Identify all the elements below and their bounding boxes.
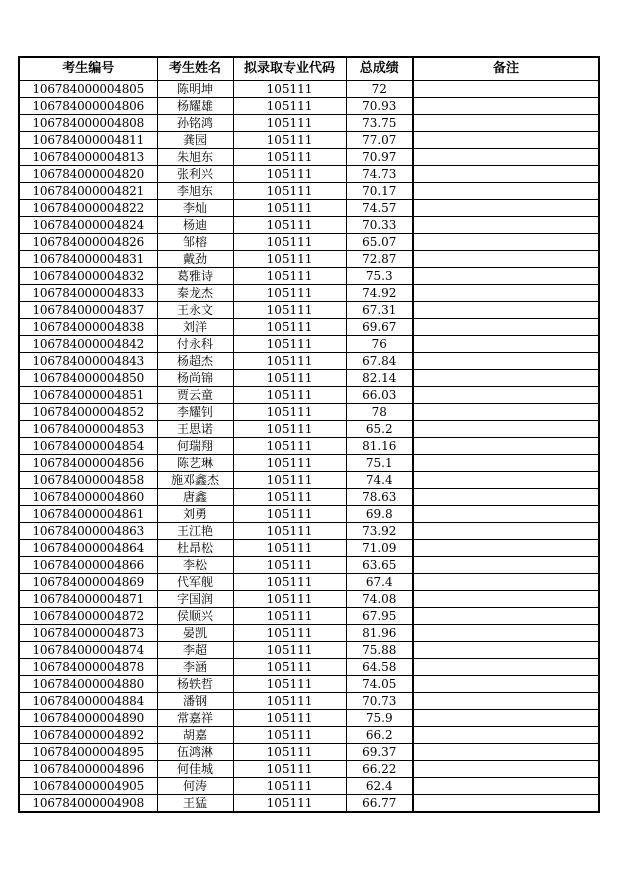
cell-name: 何佳城 xyxy=(157,761,233,778)
header-score: 总成绩 xyxy=(346,57,413,81)
cell-note xyxy=(413,421,599,438)
cell-major-code: 105111 xyxy=(233,625,346,642)
table-row xyxy=(19,761,599,778)
cell-major-code: 105111 xyxy=(233,574,346,591)
cell-id: 106784000004833 xyxy=(19,285,157,302)
cell-name: 葛雅诗 xyxy=(157,268,233,285)
cell-major-code: 105111 xyxy=(233,659,346,676)
table-row xyxy=(19,370,599,387)
table-row xyxy=(19,183,599,200)
table-row xyxy=(19,438,599,455)
cell-name: 陈艺琳 xyxy=(157,455,233,472)
cell-score: 81.16 xyxy=(346,438,413,455)
cell-note xyxy=(413,302,599,319)
cell-note xyxy=(413,404,599,421)
cell-score: 65.2 xyxy=(346,421,413,438)
table-body xyxy=(19,81,599,813)
cell-score: 72.87 xyxy=(346,251,413,268)
cell-note xyxy=(413,795,599,813)
cell-major-code: 105111 xyxy=(233,744,346,761)
cell-score: 66.22 xyxy=(346,761,413,778)
cell-name: 字国润 xyxy=(157,591,233,608)
cell-score: 78.63 xyxy=(346,489,413,506)
cell-note xyxy=(413,319,599,336)
cell-major-code: 105111 xyxy=(233,319,346,336)
cell-score: 70.17 xyxy=(346,183,413,200)
cell-note xyxy=(413,523,599,540)
cell-score: 65.07 xyxy=(346,234,413,251)
cell-major-code: 105111 xyxy=(233,778,346,795)
cell-score: 78 xyxy=(346,404,413,421)
cell-score: 62.4 xyxy=(346,778,413,795)
table-row xyxy=(19,166,599,183)
cell-note xyxy=(413,98,599,115)
cell-major-code: 105111 xyxy=(233,540,346,557)
cell-name: 侯顺兴 xyxy=(157,608,233,625)
cell-note xyxy=(413,506,599,523)
cell-major-code: 105111 xyxy=(233,268,346,285)
cell-score: 74.05 xyxy=(346,676,413,693)
cell-score: 76 xyxy=(346,336,413,353)
header-name: 考生姓名 xyxy=(157,57,233,81)
cell-id: 106784000004860 xyxy=(19,489,157,506)
cell-major-code: 105111 xyxy=(233,404,346,421)
cell-score: 72 xyxy=(346,81,413,98)
table-row xyxy=(19,625,599,642)
cell-score: 77.07 xyxy=(346,132,413,149)
cell-major-code: 105111 xyxy=(233,81,346,98)
header-row xyxy=(19,57,599,81)
table-row xyxy=(19,659,599,676)
cell-score: 69.37 xyxy=(346,744,413,761)
cell-note xyxy=(413,370,599,387)
cell-id: 106784000004864 xyxy=(19,540,157,557)
cell-name: 杨迪 xyxy=(157,217,233,234)
table-row xyxy=(19,591,599,608)
cell-note xyxy=(413,183,599,200)
cell-name: 潘钢 xyxy=(157,693,233,710)
cell-name: 施邓鑫杰 xyxy=(157,472,233,489)
cell-note xyxy=(413,727,599,744)
cell-id: 106784000004822 xyxy=(19,200,157,217)
header-note: 备注 xyxy=(413,57,599,81)
cell-note xyxy=(413,744,599,761)
cell-name: 付永科 xyxy=(157,336,233,353)
cell-major-code: 105111 xyxy=(233,676,346,693)
cell-major-code: 105111 xyxy=(233,489,346,506)
table-row xyxy=(19,404,599,421)
cell-id: 106784000004826 xyxy=(19,234,157,251)
cell-name: 杨尚锦 xyxy=(157,370,233,387)
table-row xyxy=(19,285,599,302)
cell-name: 孙铭鸿 xyxy=(157,115,233,132)
cell-id: 106784000004821 xyxy=(19,183,157,200)
cell-major-code: 105111 xyxy=(233,608,346,625)
cell-name: 李松 xyxy=(157,557,233,574)
cell-major-code: 105111 xyxy=(233,642,346,659)
cell-score: 64.58 xyxy=(346,659,413,676)
cell-id: 106784000004908 xyxy=(19,795,157,813)
table-row xyxy=(19,744,599,761)
cell-id: 106784000004861 xyxy=(19,506,157,523)
cell-note xyxy=(413,251,599,268)
cell-id: 106784000004806 xyxy=(19,98,157,115)
table-row xyxy=(19,251,599,268)
cell-score: 82.14 xyxy=(346,370,413,387)
table-row xyxy=(19,540,599,557)
cell-note xyxy=(413,268,599,285)
cell-name: 李灿 xyxy=(157,200,233,217)
cell-name: 李涵 xyxy=(157,659,233,676)
table-row xyxy=(19,472,599,489)
table-row xyxy=(19,608,599,625)
cell-note xyxy=(413,574,599,591)
cell-major-code: 105111 xyxy=(233,149,346,166)
cell-major-code: 105111 xyxy=(233,200,346,217)
table-row xyxy=(19,302,599,319)
cell-major-code: 105111 xyxy=(233,285,346,302)
cell-score: 67.31 xyxy=(346,302,413,319)
cell-name: 刘勇 xyxy=(157,506,233,523)
cell-score: 70.97 xyxy=(346,149,413,166)
cell-id: 106784000004856 xyxy=(19,455,157,472)
cell-name: 邹榕 xyxy=(157,234,233,251)
cell-name: 贾云童 xyxy=(157,387,233,404)
cell-major-code: 105111 xyxy=(233,472,346,489)
cell-id: 106784000004837 xyxy=(19,302,157,319)
cell-note xyxy=(413,625,599,642)
cell-major-code: 105111 xyxy=(233,455,346,472)
cell-name: 龚园 xyxy=(157,132,233,149)
table-row xyxy=(19,489,599,506)
cell-id: 106784000004872 xyxy=(19,608,157,625)
cell-score: 75.1 xyxy=(346,455,413,472)
cell-id: 106784000004896 xyxy=(19,761,157,778)
cell-name: 王永文 xyxy=(157,302,233,319)
cell-major-code: 105111 xyxy=(233,761,346,778)
cell-id: 106784000004858 xyxy=(19,472,157,489)
header-id: 考生编号 xyxy=(19,57,157,81)
table-row xyxy=(19,81,599,98)
cell-major-code: 105111 xyxy=(233,557,346,574)
cell-note xyxy=(413,761,599,778)
cell-note xyxy=(413,693,599,710)
cell-note xyxy=(413,489,599,506)
cell-name: 杨超杰 xyxy=(157,353,233,370)
cell-major-code: 105111 xyxy=(233,591,346,608)
table-row xyxy=(19,115,599,132)
cell-score: 73.75 xyxy=(346,115,413,132)
table-row xyxy=(19,319,599,336)
cell-score: 70.73 xyxy=(346,693,413,710)
cell-id: 106784000004832 xyxy=(19,268,157,285)
cell-note xyxy=(413,642,599,659)
cell-major-code: 105111 xyxy=(233,336,346,353)
cell-name: 王思诺 xyxy=(157,421,233,438)
cell-major-code: 105111 xyxy=(233,727,346,744)
cell-major-code: 105111 xyxy=(233,523,346,540)
cell-major-code: 105111 xyxy=(233,251,346,268)
cell-score: 69.8 xyxy=(346,506,413,523)
cell-name: 常嘉祥 xyxy=(157,710,233,727)
cell-name: 晏凯 xyxy=(157,625,233,642)
cell-score: 67.84 xyxy=(346,353,413,370)
cell-name: 代军舰 xyxy=(157,574,233,591)
cell-id: 106784000004884 xyxy=(19,693,157,710)
cell-major-code: 105111 xyxy=(233,795,346,813)
cell-note xyxy=(413,455,599,472)
cell-name: 何涛 xyxy=(157,778,233,795)
cell-score: 81.96 xyxy=(346,625,413,642)
cell-note xyxy=(413,353,599,370)
cell-name: 胡嘉 xyxy=(157,727,233,744)
cell-name: 张利兴 xyxy=(157,166,233,183)
cell-note xyxy=(413,149,599,166)
cell-major-code: 105111 xyxy=(233,98,346,115)
cell-id: 106784000004866 xyxy=(19,557,157,574)
cell-note xyxy=(413,659,599,676)
header-major-code: 拟录取专业代码 xyxy=(233,57,346,81)
table-row xyxy=(19,693,599,710)
cell-score: 73.92 xyxy=(346,523,413,540)
cell-note xyxy=(413,285,599,302)
cell-major-code: 105111 xyxy=(233,132,346,149)
cell-id: 106784000004850 xyxy=(19,370,157,387)
cell-name: 李超 xyxy=(157,642,233,659)
cell-score: 66.03 xyxy=(346,387,413,404)
cell-id: 106784000004813 xyxy=(19,149,157,166)
cell-id: 106784000004871 xyxy=(19,591,157,608)
table-row xyxy=(19,795,599,813)
table-row xyxy=(19,98,599,115)
cell-major-code: 105111 xyxy=(233,353,346,370)
table-row xyxy=(19,455,599,472)
cell-major-code: 105111 xyxy=(233,183,346,200)
cell-major-code: 105111 xyxy=(233,387,346,404)
cell-id: 106784000004890 xyxy=(19,710,157,727)
cell-name: 戴劲 xyxy=(157,251,233,268)
table-row xyxy=(19,557,599,574)
cell-note xyxy=(413,200,599,217)
cell-id: 106784000004851 xyxy=(19,387,157,404)
cell-score: 67.95 xyxy=(346,608,413,625)
cell-major-code: 105111 xyxy=(233,421,346,438)
table-row xyxy=(19,149,599,166)
cell-id: 106784000004831 xyxy=(19,251,157,268)
cell-note xyxy=(413,438,599,455)
cell-id: 106784000004854 xyxy=(19,438,157,455)
cell-id: 106784000004905 xyxy=(19,778,157,795)
table-row xyxy=(19,778,599,795)
cell-id: 106784000004869 xyxy=(19,574,157,591)
cell-id: 106784000004880 xyxy=(19,676,157,693)
table-row xyxy=(19,353,599,370)
cell-note xyxy=(413,676,599,693)
cell-name: 杨轶哲 xyxy=(157,676,233,693)
cell-note xyxy=(413,115,599,132)
cell-name: 李旭东 xyxy=(157,183,233,200)
cell-name: 王猛 xyxy=(157,795,233,813)
table-row xyxy=(19,132,599,149)
cell-note xyxy=(413,166,599,183)
cell-name: 刘洋 xyxy=(157,319,233,336)
cell-name: 李耀钊 xyxy=(157,404,233,421)
cell-name: 秦龙杰 xyxy=(157,285,233,302)
cell-major-code: 105111 xyxy=(233,710,346,727)
cell-note xyxy=(413,710,599,727)
cell-name: 伍鸿淋 xyxy=(157,744,233,761)
cell-name: 陈明坤 xyxy=(157,81,233,98)
cell-id: 106784000004820 xyxy=(19,166,157,183)
cell-note xyxy=(413,591,599,608)
table-row xyxy=(19,234,599,251)
cell-major-code: 105111 xyxy=(233,370,346,387)
cell-note xyxy=(413,217,599,234)
cell-score: 66.77 xyxy=(346,795,413,813)
cell-score: 74.73 xyxy=(346,166,413,183)
cell-major-code: 105111 xyxy=(233,115,346,132)
cell-major-code: 105111 xyxy=(233,234,346,251)
cell-note xyxy=(413,608,599,625)
cell-major-code: 105111 xyxy=(233,506,346,523)
table-row xyxy=(19,336,599,353)
cell-id: 106784000004878 xyxy=(19,659,157,676)
cell-score: 74.4 xyxy=(346,472,413,489)
table-row xyxy=(19,574,599,591)
cell-id: 106784000004838 xyxy=(19,319,157,336)
cell-score: 70.33 xyxy=(346,217,413,234)
table-row xyxy=(19,387,599,404)
cell-id: 106784000004853 xyxy=(19,421,157,438)
cell-id: 106784000004843 xyxy=(19,353,157,370)
cell-note xyxy=(413,557,599,574)
cell-score: 74.92 xyxy=(346,285,413,302)
cell-id: 106784000004874 xyxy=(19,642,157,659)
table-row xyxy=(19,217,599,234)
cell-id: 106784000004863 xyxy=(19,523,157,540)
cell-score: 70.93 xyxy=(346,98,413,115)
cell-score: 75.88 xyxy=(346,642,413,659)
cell-score: 69.67 xyxy=(346,319,413,336)
cell-note xyxy=(413,472,599,489)
table-row xyxy=(19,421,599,438)
cell-note xyxy=(413,778,599,795)
cell-id: 106784000004873 xyxy=(19,625,157,642)
table-row xyxy=(19,200,599,217)
table-row xyxy=(19,710,599,727)
cell-name: 杜昂松 xyxy=(157,540,233,557)
cell-score: 75.3 xyxy=(346,268,413,285)
cell-id: 106784000004805 xyxy=(19,81,157,98)
table-row xyxy=(19,506,599,523)
cell-note xyxy=(413,336,599,353)
cell-id: 106784000004892 xyxy=(19,727,157,744)
cell-name: 朱旭东 xyxy=(157,149,233,166)
table-row xyxy=(19,676,599,693)
cell-score: 66.2 xyxy=(346,727,413,744)
cell-name: 王江艳 xyxy=(157,523,233,540)
cell-name: 何瑞翔 xyxy=(157,438,233,455)
cell-name: 杨耀雄 xyxy=(157,98,233,115)
cell-note xyxy=(413,387,599,404)
cell-note xyxy=(413,540,599,557)
cell-note xyxy=(413,81,599,98)
cell-score: 74.57 xyxy=(346,200,413,217)
cell-major-code: 105111 xyxy=(233,693,346,710)
table-row xyxy=(19,642,599,659)
cell-score: 67.4 xyxy=(346,574,413,591)
table-row xyxy=(19,268,599,285)
table-row xyxy=(19,523,599,540)
cell-score: 63.65 xyxy=(346,557,413,574)
cell-major-code: 105111 xyxy=(233,302,346,319)
cell-id: 106784000004811 xyxy=(19,132,157,149)
cell-id: 106784000004824 xyxy=(19,217,157,234)
cell-major-code: 105111 xyxy=(233,438,346,455)
cell-id: 106784000004808 xyxy=(19,115,157,132)
cell-note xyxy=(413,234,599,251)
cell-score: 71.09 xyxy=(346,540,413,557)
cell-name: 唐鑫 xyxy=(157,489,233,506)
cell-major-code: 105111 xyxy=(233,217,346,234)
table-row xyxy=(19,727,599,744)
admission-table xyxy=(18,56,600,813)
cell-note xyxy=(413,132,599,149)
cell-id: 106784000004842 xyxy=(19,336,157,353)
cell-id: 106784000004895 xyxy=(19,744,157,761)
cell-major-code: 105111 xyxy=(233,166,346,183)
cell-id: 106784000004852 xyxy=(19,404,157,421)
cell-score: 74.08 xyxy=(346,591,413,608)
cell-score: 75.9 xyxy=(346,710,413,727)
